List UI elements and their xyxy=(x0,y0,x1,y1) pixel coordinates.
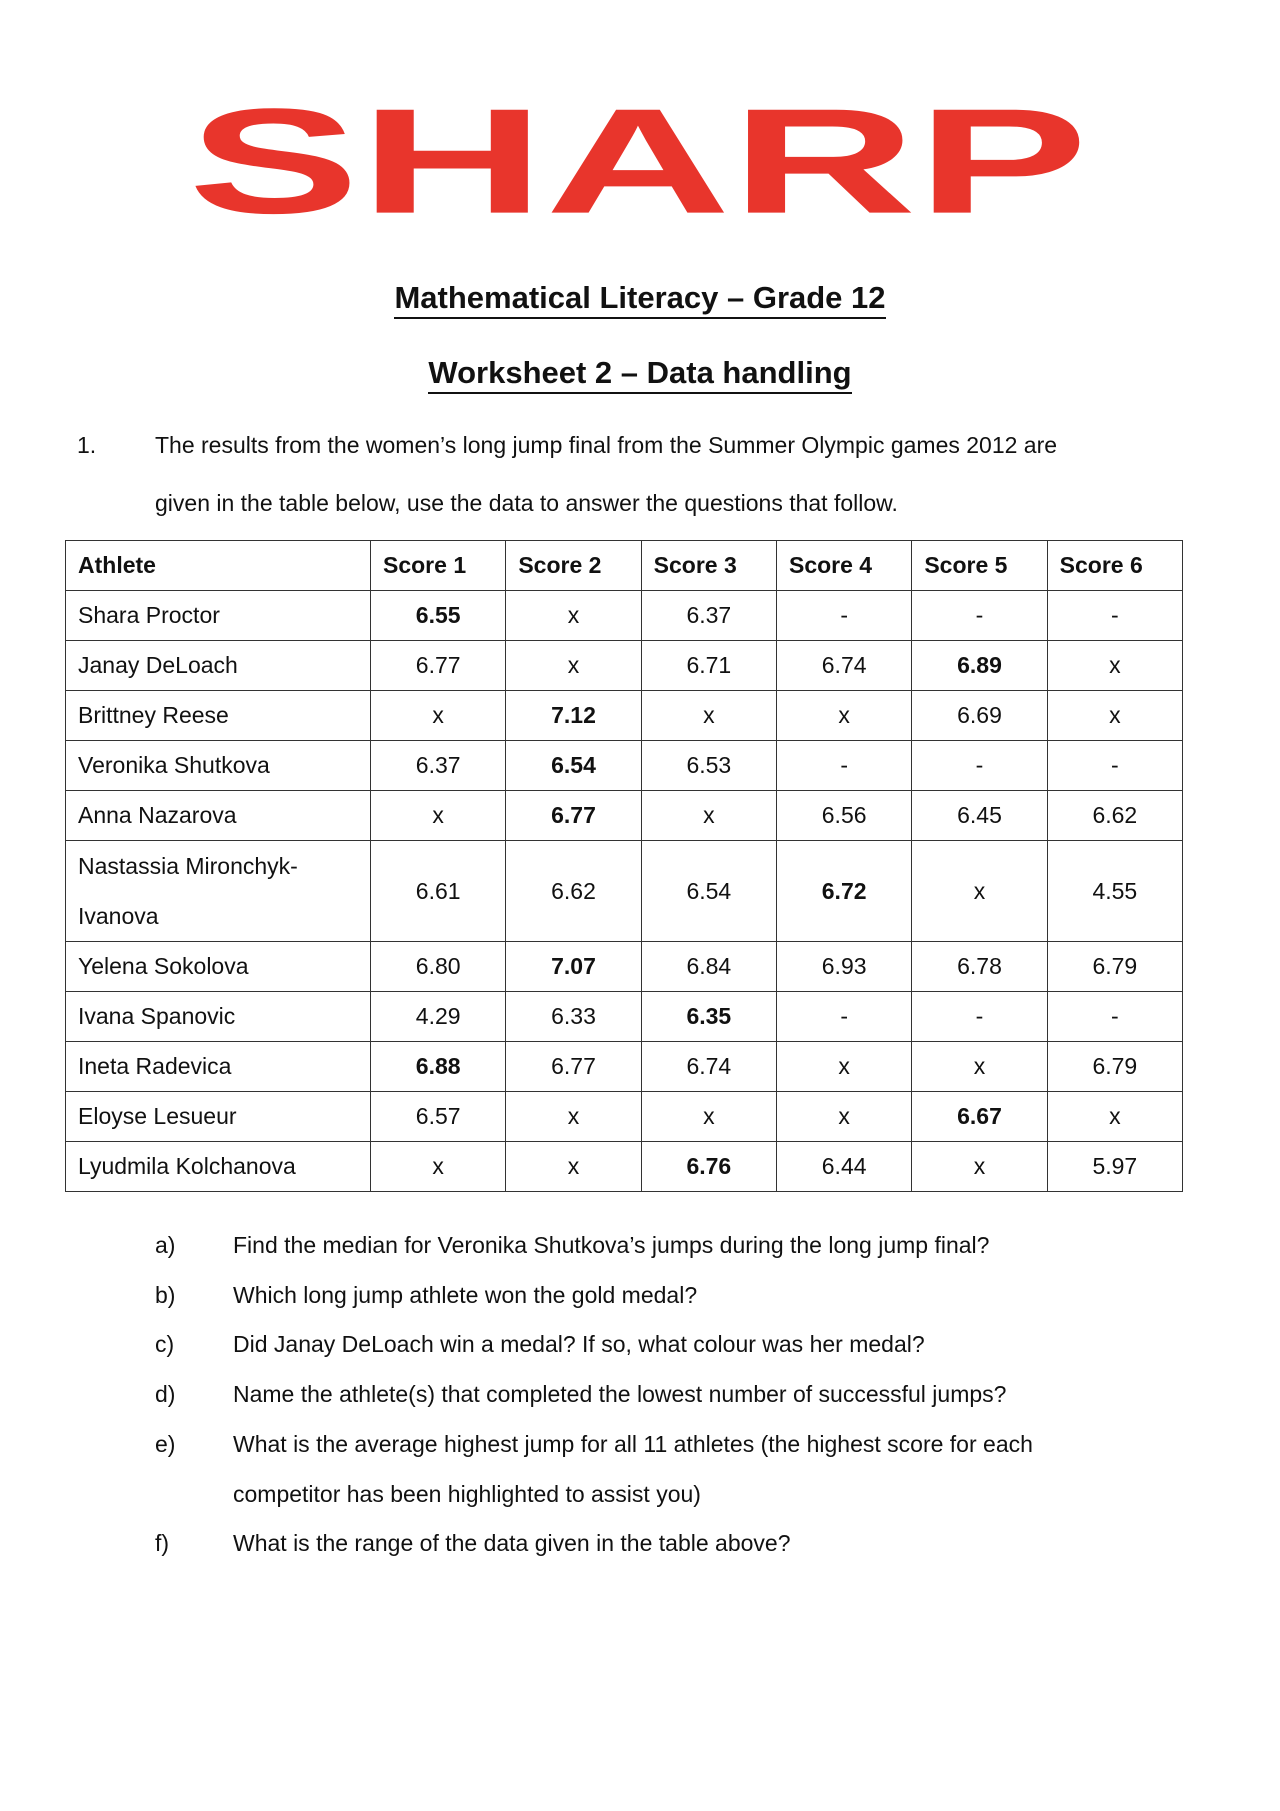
long-jump-results-table xyxy=(65,540,1183,1192)
score-cell xyxy=(776,741,911,791)
subquestion-text: What is the average highest jump for all 11 athletes (the highest score for each xyxy=(233,1430,1033,1457)
best-score: 6.76 xyxy=(686,1153,732,1179)
score-value: 6.53 xyxy=(686,752,732,778)
header-score-5: Score 5 xyxy=(912,541,1047,591)
score-value: x xyxy=(1109,702,1121,728)
score-cell xyxy=(1047,992,1182,1042)
score-cell xyxy=(371,992,506,1042)
score-cell xyxy=(776,992,911,1042)
subquestion-text: Name the athlete(s) that completed the lowest number of successful jumps? xyxy=(233,1381,1007,1408)
athlete-name: Lyudmila Kolchanova xyxy=(66,1142,371,1192)
athlete-name-line: Ivanova xyxy=(78,903,159,929)
score-cell xyxy=(776,791,911,841)
score-cell xyxy=(1047,1042,1182,1092)
subquestion-label: b) xyxy=(155,1281,176,1308)
score-value: 6.80 xyxy=(415,953,461,979)
score-cell xyxy=(506,841,641,942)
score-value: 6.74 xyxy=(686,1053,732,1079)
table-row xyxy=(66,741,1183,791)
score-cell xyxy=(1047,1142,1182,1192)
score-cell xyxy=(776,691,911,741)
athlete-name-line: Nastassia Mironchyk- xyxy=(78,853,298,879)
subquestion-text: Which long jump athlete won the gold medal? xyxy=(233,1281,698,1308)
score-cell xyxy=(506,691,641,741)
score-value: - xyxy=(1110,602,1119,628)
table-row xyxy=(66,691,1183,741)
score-value: 6.57 xyxy=(415,1103,461,1129)
score-value: x xyxy=(1109,652,1121,678)
score-cell xyxy=(371,741,506,791)
athlete-name: Ineta Radevica xyxy=(66,1042,371,1092)
score-cell xyxy=(776,1042,911,1092)
athlete-name: Yelena Sokolova xyxy=(66,942,371,992)
score-cell xyxy=(1047,641,1182,691)
score-value: x xyxy=(567,1103,580,1129)
score-cell xyxy=(912,791,1047,841)
score-cell xyxy=(641,1042,776,1092)
athlete-name: Anna Nazarova xyxy=(66,791,371,841)
score-cell xyxy=(506,1042,641,1092)
best-score: 6.89 xyxy=(957,652,1002,678)
score-value: x xyxy=(703,1103,715,1129)
score-cell xyxy=(371,1142,506,1192)
score-value: x xyxy=(432,702,444,728)
score-cell xyxy=(641,691,776,741)
score-cell xyxy=(641,591,776,641)
table-row xyxy=(66,992,1183,1042)
score-cell xyxy=(506,1142,641,1192)
score-value: 6.71 xyxy=(686,652,732,678)
table-row xyxy=(66,1142,1183,1192)
score-cell xyxy=(912,741,1047,791)
score-cell xyxy=(371,791,506,841)
score-cell xyxy=(1047,841,1182,942)
score-value: x xyxy=(973,877,986,904)
score-value: x xyxy=(567,602,580,628)
score-value: 6.37 xyxy=(415,752,461,778)
score-value: x xyxy=(432,1153,444,1179)
table-row xyxy=(66,591,1183,641)
score-value: 6.69 xyxy=(957,702,1002,728)
score-cell xyxy=(641,841,776,942)
score-cell xyxy=(1047,791,1182,841)
score-cell xyxy=(506,591,641,641)
svg-text:SHARP: SHARP xyxy=(188,100,1088,240)
best-score: 6.67 xyxy=(957,1103,1002,1129)
score-cell xyxy=(641,992,776,1042)
subquestion-label: c) xyxy=(155,1331,175,1358)
score-cell xyxy=(1047,942,1182,992)
score-cell xyxy=(1047,591,1182,641)
best-score: 6.72 xyxy=(821,877,867,904)
score-cell xyxy=(506,1092,641,1142)
table-row xyxy=(66,641,1183,691)
subquestion-text: competitor has been highlighted to assist you) xyxy=(233,1480,701,1507)
score-cell xyxy=(371,841,506,942)
score-value: x xyxy=(838,702,850,728)
score-value: x xyxy=(703,702,715,728)
best-score: 6.54 xyxy=(551,752,596,778)
score-cell xyxy=(641,1092,776,1142)
score-cell xyxy=(912,841,1047,942)
table-row xyxy=(66,791,1183,841)
score-value: 6.78 xyxy=(957,953,1002,979)
score-value: 6.44 xyxy=(821,1153,867,1179)
score-cell xyxy=(371,641,506,691)
score-value: x xyxy=(838,1103,850,1129)
score-value: 6.93 xyxy=(821,953,867,979)
header-score-4: Score 4 xyxy=(776,541,911,591)
athlete-name: Veronika Shutkova xyxy=(66,741,371,791)
score-cell xyxy=(776,841,911,942)
score-cell xyxy=(641,942,776,992)
score-cell xyxy=(506,791,641,841)
best-score: 7.12 xyxy=(551,702,596,728)
subquestion-label: a) xyxy=(155,1232,176,1258)
score-value: - xyxy=(975,1003,984,1029)
score-cell xyxy=(371,591,506,641)
athlete-name: Ivana Spanovic xyxy=(66,992,371,1042)
score-cell xyxy=(776,1142,911,1192)
subquestion-label: f) xyxy=(155,1530,170,1557)
score-cell xyxy=(371,1042,506,1092)
score-cell xyxy=(912,942,1047,992)
score-value: x xyxy=(703,802,715,828)
score-value: 6.37 xyxy=(686,602,732,628)
score-value: x xyxy=(838,1053,850,1079)
question-text-line1: The results from the women’s long jump final from the Summer Olympic games 2012 are xyxy=(155,432,1058,458)
score-value: - xyxy=(840,602,848,628)
score-value: x xyxy=(973,1053,986,1079)
score-cell xyxy=(776,1092,911,1142)
best-score: 7.07 xyxy=(551,953,596,979)
score-cell xyxy=(776,942,911,992)
score-value: x xyxy=(432,802,444,828)
score-cell xyxy=(912,1042,1047,1092)
score-value: 6.61 xyxy=(415,877,461,904)
score-value: 6.56 xyxy=(821,802,867,828)
score-cell xyxy=(506,942,641,992)
table-row xyxy=(66,1092,1183,1142)
subquestion-label: d) xyxy=(155,1381,176,1408)
best-score: 6.35 xyxy=(686,1003,732,1029)
score-cell xyxy=(1047,741,1182,791)
score-cell xyxy=(912,992,1047,1042)
score-value: - xyxy=(840,1003,848,1029)
page-title: Mathematical Literacy – Grade 12 xyxy=(0,280,1280,316)
athlete-name: Eloyse Lesueur xyxy=(66,1092,371,1142)
score-value: 5.97 xyxy=(1092,1153,1138,1179)
score-cell xyxy=(641,641,776,691)
header-athlete: Athlete xyxy=(66,541,371,591)
score-cell xyxy=(776,641,911,691)
score-value: 4.29 xyxy=(415,1003,461,1029)
score-value: 6.77 xyxy=(415,652,461,678)
score-value: 4.55 xyxy=(1092,877,1138,904)
score-value: - xyxy=(1110,1003,1119,1029)
score-value: 6.84 xyxy=(686,953,732,979)
header-score-6: Score 6 xyxy=(1047,541,1182,591)
score-value: 6.79 xyxy=(1092,953,1138,979)
subquestion-text: Did Janay DeLoach win a medal? If so, what colour was her medal? xyxy=(233,1331,925,1358)
score-cell xyxy=(912,591,1047,641)
score-value: 6.45 xyxy=(957,802,1002,828)
question-number: 1. xyxy=(77,432,97,458)
table-row xyxy=(66,1042,1183,1092)
score-cell xyxy=(912,641,1047,691)
score-value: - xyxy=(975,752,984,778)
score-cell xyxy=(912,1092,1047,1142)
score-cell xyxy=(506,741,641,791)
score-cell xyxy=(776,591,911,641)
score-value: - xyxy=(840,752,848,778)
score-cell xyxy=(912,691,1047,741)
best-score: 6.88 xyxy=(415,1053,461,1079)
score-value: x xyxy=(567,652,580,678)
worksheet-subtitle: Worksheet 2 – Data handling xyxy=(0,355,1280,391)
score-cell xyxy=(1047,1092,1182,1142)
table-row xyxy=(66,841,1183,942)
score-cell xyxy=(506,992,641,1042)
question-text-line2: given in the table below, use the data to answer the questions that follow. xyxy=(155,490,898,516)
header-score-3: Score 3 xyxy=(641,541,776,591)
score-value: 6.62 xyxy=(551,877,596,904)
score-cell xyxy=(371,1092,506,1142)
score-value: - xyxy=(1110,752,1119,778)
score-value: 6.74 xyxy=(821,652,867,678)
subquestion-text: What is the range of the data given in the table above? xyxy=(233,1530,791,1557)
sharp-logo xyxy=(188,100,1088,240)
score-value: - xyxy=(975,602,984,628)
header-score-1: Score 1 xyxy=(371,541,506,591)
score-value: 6.79 xyxy=(1092,1053,1138,1079)
subquestion-label: e) xyxy=(155,1430,176,1457)
score-value: x xyxy=(973,1153,986,1179)
score-cell xyxy=(371,691,506,741)
table-row xyxy=(66,942,1183,992)
score-cell xyxy=(506,641,641,691)
subquestion-text: Find the median for Veronika Shutkova’s jumps during the long jump final? xyxy=(233,1232,990,1258)
score-cell xyxy=(641,1142,776,1192)
athlete-name: Janay DeLoach xyxy=(66,641,371,691)
score-cell xyxy=(1047,691,1182,741)
score-value: 6.62 xyxy=(1092,802,1138,828)
best-score: 6.55 xyxy=(415,602,461,628)
score-cell xyxy=(641,791,776,841)
score-cell xyxy=(371,942,506,992)
score-cell xyxy=(912,1142,1047,1192)
athlete-name xyxy=(66,841,371,942)
score-value: x xyxy=(1109,1103,1121,1129)
score-cell xyxy=(641,741,776,791)
score-value: 6.77 xyxy=(551,1053,596,1079)
score-value: 6.54 xyxy=(686,877,732,904)
best-score: 6.77 xyxy=(551,802,596,828)
table-header-row xyxy=(66,541,1183,591)
athlete-name: Shara Proctor xyxy=(66,591,371,641)
score-value: 6.33 xyxy=(551,1003,596,1029)
score-value: x xyxy=(567,1153,580,1179)
athlete-name: Brittney Reese xyxy=(66,691,371,741)
header-score-2: Score 2 xyxy=(506,541,641,591)
